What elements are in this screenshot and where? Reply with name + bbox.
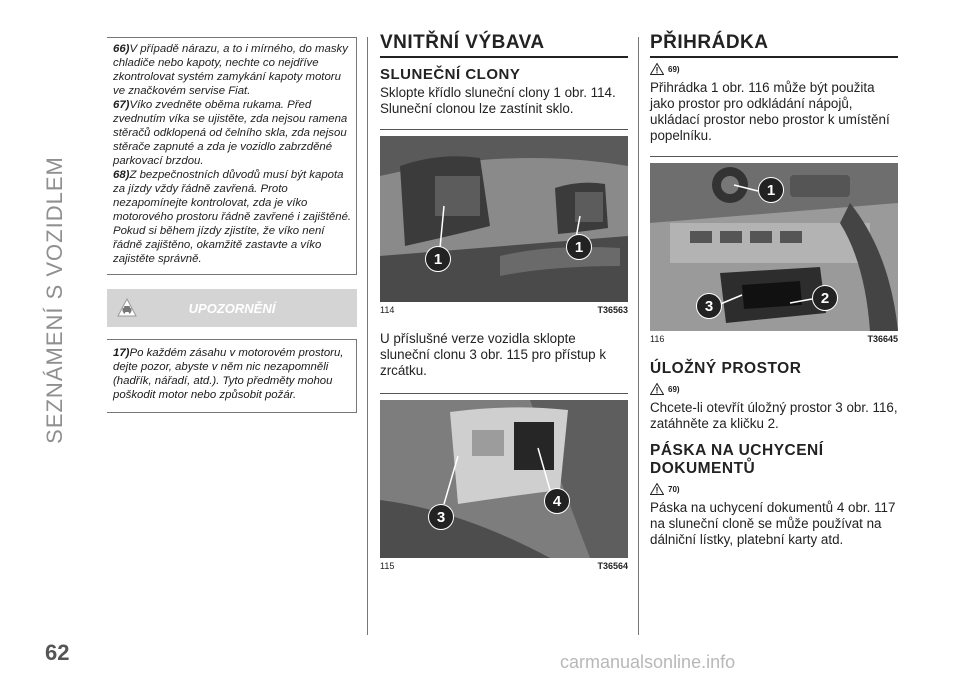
figure-code: T36645 bbox=[867, 334, 898, 344]
note-text: V případě nárazu, a to i mírného, do masky chladiče nebo kapoty, nechte co nejdříve zkontrolovat systém zamykání kapoty motoru ve značkovém servise Fiat. bbox=[113, 43, 348, 97]
figure-116 bbox=[650, 156, 898, 344]
document-strap-heading: PÁSKA NA UCHYCENÍ DOKUMENTŮ bbox=[650, 442, 824, 477]
sunvisor-photo bbox=[380, 136, 628, 302]
section-title-text: SEZNÁMENÍ S VOZIDLEM bbox=[42, 156, 67, 444]
callout-2: 2 bbox=[812, 285, 838, 311]
car-warning-icon bbox=[117, 298, 137, 318]
figure-caption bbox=[650, 334, 898, 344]
note-reference: 69) bbox=[668, 64, 680, 74]
figure-code: T36563 bbox=[597, 305, 628, 315]
note-17 bbox=[113, 346, 350, 402]
glovebox-photo bbox=[650, 163, 898, 331]
reference-line bbox=[650, 382, 898, 396]
figure-115 bbox=[380, 393, 628, 571]
callout-1: 1 bbox=[758, 177, 784, 203]
heading-rule bbox=[380, 56, 628, 58]
note-text: Po každém zásahu v motorovém prostoru, dejte pozor, abyste v něm nic nezapomněli (hadřík, nářadí, atd.). Tyto předměty mohou poškodit motor nebo způsobit požár. bbox=[113, 347, 344, 401]
figure-caption bbox=[380, 305, 628, 315]
document-strap-text: Páska na uchycení dokumentů 4 obr. 117 na sluneční cloně se může používat na dálniční lístky, platební karty atd. bbox=[650, 500, 896, 547]
hood-warning-box bbox=[107, 37, 357, 275]
figure-number: 116 bbox=[650, 334, 665, 344]
callout-1: 1 bbox=[566, 234, 592, 260]
glovebox-text: Přihrádka 1 obr. 116 může být použita jako prostor pro odkládání nápojů, ukládací prostor nebo prostor k umístění popelníku. bbox=[650, 80, 890, 143]
mirror-text: U příslušné verze vozidla sklopte sluneční clonu 3 obr. 115 pro přístup k zrcátku. bbox=[380, 331, 607, 378]
column-divider bbox=[367, 37, 368, 635]
figure-number: 115 bbox=[380, 561, 395, 571]
compartments-column bbox=[650, 32, 898, 548]
watermark: carmanualsonline.info bbox=[560, 652, 736, 672]
subsection-heading: SLUNEČNÍ CLONY bbox=[380, 66, 521, 83]
reference-line bbox=[650, 482, 898, 496]
section-heading: VNITŘNÍ VÝBAVA bbox=[380, 32, 545, 53]
reference-line bbox=[650, 62, 898, 76]
warning-icon bbox=[650, 383, 664, 395]
callout-3: 3 bbox=[428, 504, 454, 530]
note-67 bbox=[113, 98, 352, 168]
glovebox-heading: PŘIHRÁDKA bbox=[650, 32, 769, 53]
note-number: 67) bbox=[113, 99, 130, 111]
storage-text: Chcete-li otevřít úložný prostor 3 obr. 116, zatáhněte za kličku 2. bbox=[650, 400, 898, 431]
storage-heading: ÚLOŽNÝ PROSTOR bbox=[650, 360, 802, 377]
mirror-photo bbox=[380, 400, 628, 558]
heading-rule bbox=[650, 56, 898, 58]
warning-icon bbox=[650, 63, 664, 75]
column-divider bbox=[638, 37, 639, 635]
figure-114 bbox=[380, 129, 628, 315]
callout-layer bbox=[380, 136, 628, 302]
note-68 bbox=[113, 168, 352, 266]
figure-number: 114 bbox=[380, 305, 395, 315]
warning-icon bbox=[650, 483, 664, 495]
warnings-column bbox=[107, 37, 357, 413]
note-number: 66) bbox=[113, 43, 130, 55]
figure-caption bbox=[380, 561, 628, 571]
callout-4: 4 bbox=[544, 488, 570, 514]
interior-column bbox=[380, 32, 628, 571]
callout-1: 1 bbox=[425, 246, 451, 272]
warning-banner bbox=[107, 289, 357, 327]
note-reference: 69) bbox=[668, 384, 680, 394]
note-text: Z bezpečnostních důvodů musí být kapota za jízdy vždy řádně zavřená. Proto nezapomínejte kontrolovat, zda je víko motorového prostoru řádně zavřené i zajištěné. Pokud si během jízdy zjistíte, že víko není řádně zajištěno, okamžitě zastavte a víko zajistěte správně. bbox=[113, 169, 352, 265]
engine-warning-box bbox=[107, 339, 357, 413]
warning-title: UPOZORNĚNÍ bbox=[188, 300, 276, 316]
page-number: 62 bbox=[45, 640, 70, 665]
callout-3: 3 bbox=[696, 293, 722, 319]
note-text: Víko zvedněte oběma rukama. Před zvednutím víka se ujistěte, zda nejsou ramena stěračů odklopená od čelního skla, zda nejsou stěrače zapnuté a zda je vozidlo zabrzděné parkovací brzdou. bbox=[113, 99, 348, 167]
note-reference: 70) bbox=[668, 484, 680, 494]
sunvisor-text: Sklopte křídlo sluneční clony 1 obr. 114. Sluneční clonou lze zastínit sklo. bbox=[380, 85, 616, 116]
note-66 bbox=[113, 42, 352, 98]
callout-layer bbox=[380, 400, 628, 558]
note-number: 68) bbox=[113, 169, 130, 181]
figure-code: T36564 bbox=[597, 561, 628, 571]
note-number: 17) bbox=[113, 347, 130, 359]
